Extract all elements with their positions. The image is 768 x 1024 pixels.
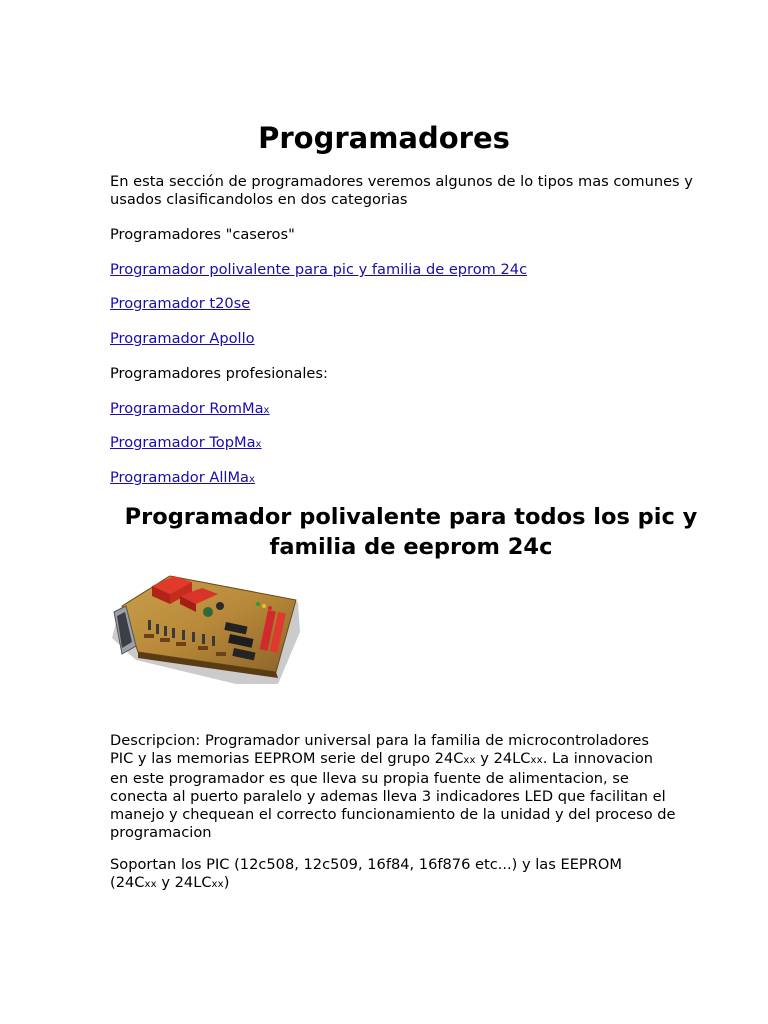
support-line: )	[223, 874, 230, 891]
description-line: manejo y chequean el correcto funcionamiento de la unidad y del proceso de	[110, 806, 676, 823]
link-rommax[interactable]	[110, 400, 270, 417]
link-topmax[interactable]	[110, 434, 262, 451]
link-item	[110, 261, 720, 279]
intro-paragraph: En esta sección de programadores veremos algunos de lo tipos mas comunes y usados clasificandolos en dos categorias	[110, 173, 693, 208]
section-title-line2: familia de eeprom 24c	[269, 534, 553, 560]
link-item	[110, 330, 720, 348]
page-title: Programadores	[258, 121, 510, 155]
link-polivalente[interactable]: Programador polivalente para pic y familia de eprom 24c	[110, 261, 528, 278]
support-xx: xx	[144, 879, 157, 890]
description-line: PIC y las memorias EEPROM serie del grupo 24C	[110, 750, 464, 767]
link-t20se[interactable]: Programador t20se	[110, 295, 251, 312]
description-line: en este programador es que lleva su propia fuente de alimentacion, se	[110, 770, 629, 787]
support-line: (24C	[110, 874, 145, 891]
link-suffix: x	[248, 474, 256, 485]
section-title	[0, 502, 768, 562]
description-paragraph	[110, 732, 730, 842]
description-line: conecta al puerto paralelo y ademas lleva 3 indicadores LED que facilitan el	[110, 788, 666, 805]
link-label: Programador AllMa	[110, 469, 249, 486]
description-line: . La innovacion	[542, 750, 654, 767]
caseros-heading: Programadores "caseros"	[110, 226, 295, 243]
link-item	[110, 469, 720, 489]
description-line: y 24LC	[475, 750, 531, 767]
link-label: Programador RomMa	[110, 400, 264, 417]
support-line: Soportan los PIC (12c508, 12c509, 16f84, 16f876 etc...) y las EEPROM	[110, 856, 622, 873]
link-suffix: x	[263, 405, 270, 416]
section-title-line1: Programador polivalente para todos los pic y	[124, 504, 698, 530]
link-allmax[interactable]	[110, 469, 255, 486]
description-xx: xx	[463, 755, 476, 766]
description-line: programacion	[110, 824, 212, 841]
link-item	[110, 400, 720, 420]
description-xx: xx	[530, 755, 543, 766]
link-item	[110, 295, 720, 313]
link-item	[110, 434, 720, 454]
pcb-programmer-image	[108, 568, 304, 686]
support-xx: xx	[211, 879, 224, 890]
link-suffix: x	[255, 439, 262, 450]
profesionales-heading: Programadores profesionales:	[110, 365, 328, 382]
link-apollo[interactable]: Programador Apollo	[110, 330, 255, 347]
support-line: y 24LC	[156, 874, 212, 891]
support-paragraph	[110, 856, 730, 894]
link-label: Programador TopMa	[110, 434, 256, 451]
description-line: Descripcion: Programador universal para la familia de microcontroladores	[110, 732, 649, 749]
